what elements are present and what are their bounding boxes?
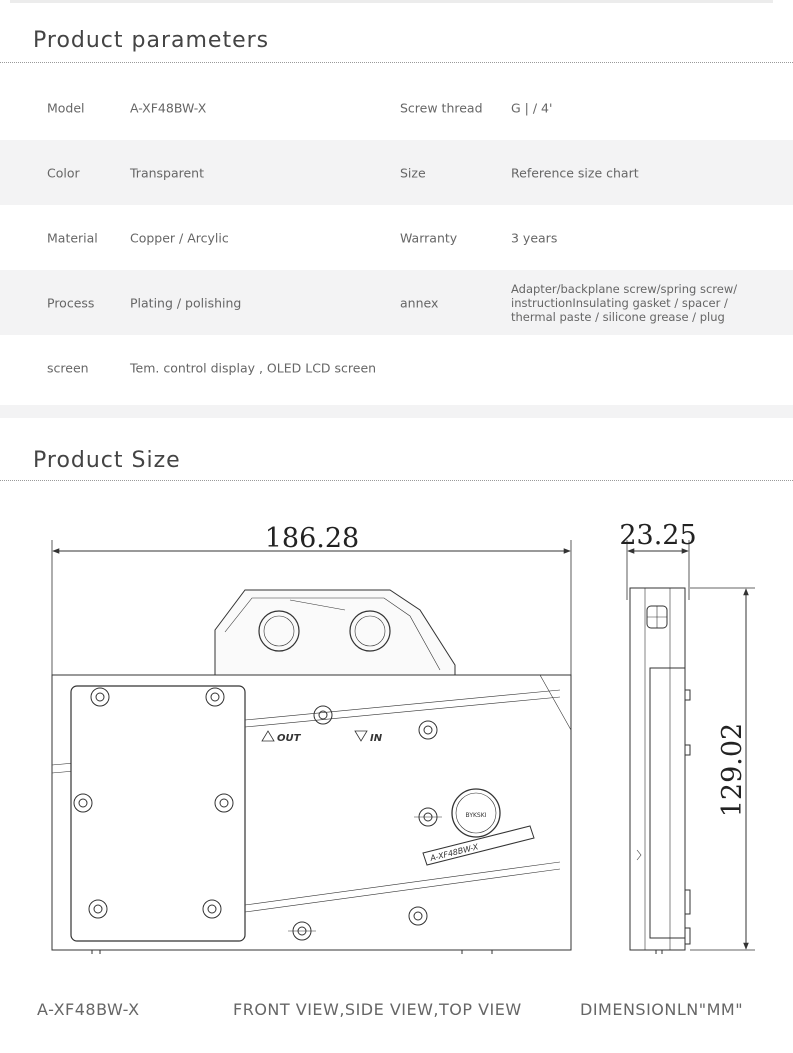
model-plate-text: A-XF48BW-X: [429, 842, 480, 863]
thickness-dimension-value: 23.25: [619, 520, 697, 551]
param-key: Size: [400, 165, 426, 180]
dimension-drawing: [0, 490, 793, 970]
param-row: [0, 140, 793, 205]
caption-unit: DIMENSIONLN"MM": [580, 1000, 744, 1019]
section-divider: [0, 480, 793, 481]
param-value: Copper / Arcylic: [130, 230, 229, 245]
param-value: Plating / polishing: [130, 295, 242, 310]
param-value: 3 years: [511, 230, 558, 245]
param-value: Reference size chart: [511, 165, 639, 180]
width-dimension-value: 186.28: [264, 523, 360, 554]
param-row: [0, 75, 793, 140]
param-row: [0, 205, 793, 270]
out-label: OUT: [277, 733, 301, 744]
logo-text: BYKSKI: [465, 812, 487, 819]
param-key: Color: [47, 165, 80, 180]
parameters-table: [0, 75, 793, 400]
param-key: Model: [47, 100, 85, 115]
param-key: Warranty: [400, 230, 458, 245]
param-key: Screw thread: [400, 100, 483, 115]
param-row: [0, 270, 793, 335]
top-divider: [10, 0, 773, 3]
param-value: A-XF48BW-X: [130, 100, 207, 115]
param-key: annex: [400, 295, 439, 310]
caption-views: FRONT VIEW,SIDE VIEW,TOP VIEW: [233, 1000, 522, 1019]
table-bottom-band: [0, 405, 793, 418]
height-dimension-value: 129.02: [717, 722, 748, 818]
caption-model: A-XF48BW-X: [37, 1000, 140, 1019]
section-title-size: Product Size: [33, 448, 181, 473]
param-value: Transparent: [130, 165, 205, 180]
section-title-parameters: Product parameters: [33, 28, 270, 53]
param-value: Tem. control display , OLED LCD screen: [130, 360, 377, 375]
param-value: G | / 4': [511, 100, 553, 115]
section-divider: [0, 62, 793, 63]
param-key: Material: [47, 230, 98, 245]
param-value: Adapter/backplane screw/spring screw/ instructionInsulating gasket / spacer / thermal paste / silicone grease / plug: [511, 281, 738, 324]
param-key: screen: [47, 360, 89, 375]
param-key: Process: [47, 295, 95, 310]
param-row: [0, 335, 793, 400]
in-label: IN: [370, 733, 383, 744]
front-view: [52, 540, 571, 954]
